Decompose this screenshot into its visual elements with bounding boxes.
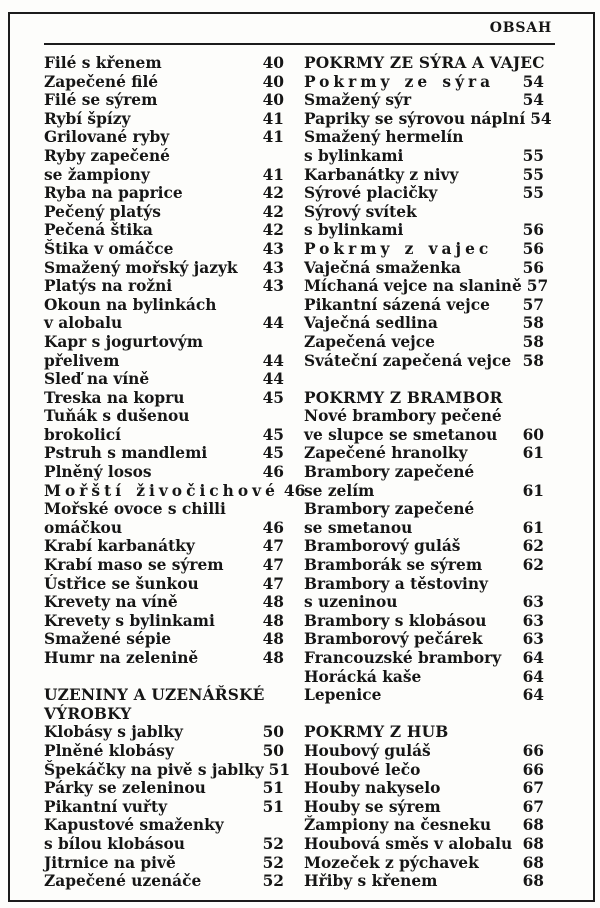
- toc-entry-title: Brambory s klobásou: [304, 611, 487, 630]
- toc-row: [304, 184, 544, 203]
- toc-row: [44, 798, 284, 817]
- toc-entry-title: Mozeček z pýchavek: [304, 853, 479, 872]
- toc-entry-page-number: 50: [262, 741, 284, 760]
- toc-row: [44, 760, 291, 780]
- toc-entry-page-number: 63: [522, 593, 544, 612]
- toc-entry-page-number: 45: [262, 444, 284, 463]
- toc-entry-title: Krevety na víně: [44, 593, 178, 612]
- toc-row: [44, 166, 284, 185]
- toc-entry-page-number: 66: [522, 760, 544, 779]
- toc-entry-title: v alobalu: [44, 314, 123, 333]
- toc-entry-title: Treska na kopru: [44, 388, 185, 407]
- toc-entry-title: Krabí maso se sýrem: [44, 556, 224, 575]
- toc-row: [304, 519, 544, 538]
- toc-entry-title: Klobásy s jablky: [44, 723, 183, 742]
- toc-row: [44, 481, 306, 501]
- toc-entry-page-number: 52: [262, 872, 284, 891]
- toc-row: [304, 761, 544, 780]
- toc-entry-title: Sýrový svítek: [304, 202, 417, 221]
- toc-row: [44, 872, 284, 891]
- toc-entry-page-number: 57: [522, 295, 544, 314]
- toc-entry-page-number: 47: [262, 556, 284, 575]
- toc-entry-title: Houby nakyselo: [304, 779, 441, 798]
- toc-entry-title: Pikantní sázená vejce: [304, 295, 490, 314]
- toc-row: [44, 556, 284, 575]
- toc-entry-title: Mořští živočichové: [44, 481, 279, 500]
- toc-row: [304, 147, 544, 166]
- toc-row: [44, 444, 284, 463]
- toc-entry-title: Pikantní vuřty: [44, 797, 168, 816]
- header-rule: [44, 43, 555, 45]
- toc-entry-page-number: 51: [262, 797, 284, 816]
- toc-row: [304, 407, 544, 426]
- toc-row: [304, 816, 544, 835]
- toc-entry-title: Bramborový pečárek: [304, 630, 483, 649]
- toc-row: [44, 73, 284, 92]
- toc-row: [44, 463, 284, 482]
- toc-entry-title: Houbový guláš: [304, 741, 431, 760]
- toc-entry-title: Bramborák se sýrem: [304, 556, 483, 575]
- toc-entry-page-number: 64: [522, 667, 544, 686]
- toc-row: [304, 166, 544, 185]
- toc-row: [44, 203, 284, 222]
- toc-entry-title: Pokrmy ze sýra: [304, 72, 495, 91]
- toc-row: [44, 723, 284, 742]
- toc-entry-title: POKRMY Z BRAMBOR: [304, 388, 503, 407]
- toc-row: [304, 537, 544, 556]
- toc-entry-title: Karbanátky z nivy: [304, 165, 459, 184]
- toc-entry-title: Houbová směs v alobalu: [304, 834, 513, 853]
- toc-entry-page-number: 41: [262, 128, 284, 147]
- toc-row: [44, 500, 284, 519]
- toc-entry-title: Brambory a těstoviny: [304, 574, 489, 593]
- toc-row: [304, 686, 544, 705]
- toc-entry-title: brokolicí: [44, 425, 121, 444]
- toc-entry-page-number: 45: [262, 388, 284, 407]
- toc-entry-title: Brambory zapečené: [304, 500, 475, 519]
- toc-entry-page-number: 44: [262, 314, 284, 333]
- toc-row: [304, 742, 544, 761]
- toc-entry-page-number: 44: [262, 370, 284, 389]
- toc-column-right: [304, 54, 552, 891]
- toc-entry-page-number: 63: [522, 630, 544, 649]
- toc-entry-page-number: 67: [522, 779, 544, 798]
- toc-entry-title: omáčkou: [44, 518, 123, 537]
- toc-row: [304, 779, 544, 798]
- toc-row: [44, 407, 284, 426]
- toc-entry-title: Zapečené uzenáče: [44, 872, 202, 891]
- toc-entry-page-number: 51: [262, 779, 284, 798]
- toc-row: [304, 277, 549, 296]
- toc-entry-page-number: 56: [522, 258, 544, 277]
- toc-row: [304, 872, 544, 891]
- toc-entry-page-number: 61: [522, 444, 544, 463]
- toc-row: [44, 221, 284, 240]
- toc-entry-title: Zapečené hranolky: [304, 444, 468, 463]
- toc-entry-page-number: 52: [262, 853, 284, 872]
- toc-row: [44, 575, 284, 594]
- toc-entry-title: Nové brambory pečené: [304, 407, 502, 426]
- toc-row: [304, 649, 544, 668]
- toc-row: [44, 259, 284, 278]
- toc-entry-page-number: 54: [522, 91, 544, 110]
- toc-entry-page-number: 56: [522, 221, 544, 240]
- toc-entry-page-number: 43: [262, 239, 284, 258]
- toc-row: [304, 128, 544, 147]
- toc-entry-title: VÝROBKY: [44, 704, 132, 723]
- toc-entry-title: Jitrnice na pivě: [44, 853, 176, 872]
- toc-entry-title: Horácká kaše: [304, 667, 422, 686]
- toc-entry-page-number: 62: [522, 537, 544, 556]
- toc-row: [304, 575, 544, 594]
- toc-entry-title: se smetanou: [304, 518, 413, 537]
- toc-entry-page-number: 68: [522, 834, 544, 853]
- toc-row: [304, 240, 544, 259]
- toc-entry-title: Houbové lečo: [304, 760, 421, 779]
- toc-row: [44, 816, 284, 835]
- toc-entry-title: Ústřice se šunkou: [44, 574, 199, 593]
- toc-entry-page-number: 48: [262, 649, 284, 667]
- toc-entry-title: Žampiony na česneku: [304, 816, 492, 835]
- toc-entry-page-number: 64: [522, 649, 544, 667]
- toc-entry-title: Sleď na víně: [44, 370, 150, 389]
- toc-entry-page-number: 68: [522, 816, 544, 835]
- toc-entry-title: Grilované ryby: [44, 128, 170, 147]
- toc-entry-title: Kapr s jogurtovým: [44, 332, 204, 351]
- toc-entry-title: POKRMY ZE SÝRA A VAJEC: [304, 54, 545, 72]
- toc-row: [304, 463, 544, 482]
- toc-entry-page-number: 52: [262, 834, 284, 853]
- toc-entry-page-number: 40: [262, 91, 284, 110]
- toc-entry-title: Filé s křenem: [44, 54, 162, 72]
- toc-row: [304, 593, 544, 612]
- toc-entry-page-number: 55: [522, 146, 544, 165]
- toc-row: [304, 333, 544, 352]
- toc-entry-title: Pstruh s mandlemi: [44, 444, 208, 463]
- toc-entry-page-number: 48: [262, 630, 284, 649]
- toc-row: [304, 73, 544, 92]
- toc-row: [44, 314, 284, 333]
- page-header-label: OBSAH: [489, 20, 552, 36]
- toc-entry-title: Humr na zelenině: [44, 649, 199, 667]
- toc-row: [304, 444, 544, 463]
- toc-entry-page-number: 62: [522, 556, 544, 575]
- toc-section-header-row: [304, 389, 544, 408]
- page-header: [44, 20, 555, 36]
- toc-entry-page-number: 64: [522, 686, 544, 705]
- toc-entry-title: Pokrmy z vajec: [304, 239, 493, 258]
- toc-entry-title: Zapečené filé: [44, 72, 159, 91]
- toc-entry-page-number: 54: [522, 72, 544, 91]
- toc-entry-page-number: 60: [522, 425, 544, 444]
- toc-section-header-row: [44, 686, 284, 705]
- toc-entry-title: Špekáčky na pivě s jablky: [44, 760, 264, 779]
- toc-entry-title: Vaječná sedlina: [304, 314, 438, 333]
- toc-row: [44, 612, 284, 631]
- toc-row: [44, 593, 284, 612]
- toc-entry-title: Ryba na paprice: [44, 184, 183, 203]
- toc-section-header-row: [304, 54, 544, 73]
- toc-row: [44, 240, 284, 259]
- toc-entry-page-number: 40: [262, 54, 284, 72]
- toc-entry-title: s bylinkami: [304, 146, 404, 165]
- toc-entry-page-number: 55: [522, 165, 544, 184]
- toc-row: [304, 556, 544, 575]
- toc-entry-page-number: 48: [262, 593, 284, 612]
- toc-row: [44, 370, 284, 389]
- toc-entry-title: s bylinkami: [304, 221, 404, 240]
- toc-row: [304, 203, 544, 222]
- toc-entry-page-number: 51: [268, 760, 291, 779]
- toc-row: [304, 352, 544, 371]
- toc-entry-title: Platýs na rožni: [44, 277, 173, 296]
- toc-entry-page-number: 46: [262, 518, 284, 537]
- toc-entry-title: se zelím: [304, 481, 375, 500]
- toc-column-left: [44, 54, 306, 891]
- toc-entry-title: Bramborový guláš: [304, 537, 461, 556]
- toc-entry-title: Vaječná smaženka: [304, 258, 462, 277]
- toc-entry-title: Papriky se sýrovou náplní: [304, 109, 526, 128]
- toc-entry-title: Okoun na bylinkách: [44, 295, 217, 314]
- toc-entry-title: ve slupce se smetanou: [304, 425, 498, 444]
- toc-entry-page-number: 66: [522, 741, 544, 760]
- toc-entry-page-number: 63: [522, 611, 544, 630]
- toc-entry-page-number: 58: [522, 332, 544, 351]
- toc-entry-page-number: 61: [522, 481, 544, 500]
- toc-entry-page-number: 50: [262, 723, 284, 742]
- toc-entry-title: Smažený sýr: [304, 91, 412, 110]
- toc-entry-title: s uzeninou: [304, 593, 398, 612]
- toc-entry-page-number: 68: [522, 853, 544, 872]
- toc-entry-page-number: 40: [262, 72, 284, 91]
- toc-row: [44, 779, 284, 798]
- toc-entry-page-number: 48: [262, 611, 284, 630]
- toc-row: [44, 537, 284, 556]
- toc-row: [44, 668, 284, 687]
- toc-entry-page-number: 57: [526, 277, 549, 296]
- toc-row: [44, 835, 284, 854]
- toc-row: [44, 296, 284, 315]
- toc-row: [304, 296, 544, 315]
- toc-row: [304, 854, 544, 873]
- toc-entry-page-number: 44: [262, 351, 284, 370]
- toc-row: [304, 91, 544, 110]
- toc-row: [304, 109, 552, 129]
- toc-row: [304, 835, 544, 854]
- toc-row: [44, 426, 284, 445]
- toc-entry-page-number: 43: [262, 277, 284, 296]
- toc-entry-title: Kapustové smaženky: [44, 816, 224, 835]
- toc-row: [304, 668, 544, 687]
- toc-entry-page-number: 54: [530, 109, 552, 128]
- toc-row: [304, 221, 544, 240]
- toc-entry-title: Párky se zeleninou: [44, 779, 206, 798]
- toc-entry-title: Sváteční zapečená vejce: [304, 351, 512, 370]
- toc-entry-title: Plněný losos: [44, 463, 152, 482]
- toc-entry-title: Lepenice: [304, 686, 382, 705]
- toc-section-header-row: [44, 705, 284, 724]
- toc-row: [304, 500, 544, 519]
- toc-row: [44, 184, 284, 203]
- toc-entry-title: Tuňák s dušenou: [44, 407, 190, 426]
- toc-entry-title: Filé se sýrem: [44, 91, 158, 110]
- toc-entry-page-number: 61: [522, 518, 544, 537]
- toc-row: [44, 333, 284, 352]
- toc-row: [44, 128, 284, 147]
- toc-entry-page-number: 41: [262, 165, 284, 184]
- toc-entry-title: se žampiony: [44, 165, 150, 184]
- toc-row: [44, 110, 284, 129]
- toc-entry-page-number: 45: [262, 425, 284, 444]
- toc-entry-page-number: 47: [262, 574, 284, 593]
- toc-entry-title: Smažený mořský jazyk: [44, 258, 238, 277]
- toc-row: [304, 426, 544, 445]
- toc-entry-page-number: 42: [262, 221, 284, 240]
- toc-entry-title: Pečená štika: [44, 221, 153, 240]
- toc-entry-page-number: 58: [522, 314, 544, 333]
- toc-row: [304, 612, 544, 631]
- toc-entry-title: Rybí špízy: [44, 109, 131, 128]
- toc-row: [44, 91, 284, 110]
- toc-row: [44, 649, 284, 668]
- toc-entry-title: Zapečená vejce: [304, 332, 435, 351]
- toc-entry-title: UZENINY A UZENÁŘSKÉ: [44, 686, 265, 705]
- toc-entry-page-number: 58: [522, 351, 544, 370]
- toc-row: [304, 259, 544, 278]
- toc-entry-title: Hřiby s křenem: [304, 872, 438, 891]
- toc-entry-page-number: 41: [262, 109, 284, 128]
- toc-entry-title: Pečený platýs: [44, 202, 161, 221]
- toc-row: [304, 370, 544, 389]
- toc-entry-title: Houby se sýrem: [304, 797, 441, 816]
- toc-entry-title: Sýrové placičky: [304, 184, 438, 203]
- toc-section-header-row: [304, 723, 544, 742]
- toc-columns: [44, 54, 555, 891]
- toc-row: [304, 482, 544, 501]
- toc-entry-title: Plněné klobásy: [44, 741, 174, 760]
- toc-row: [304, 630, 544, 649]
- toc-entry-title: Ryby zapečené: [44, 146, 170, 165]
- toc-page: [44, 20, 555, 891]
- toc-entry-title: Štika v omáčce: [44, 239, 174, 258]
- toc-entry-page-number: 43: [262, 258, 284, 277]
- toc-entry-page-number: 42: [262, 202, 284, 221]
- toc-row: [44, 519, 284, 538]
- toc-row: [304, 705, 544, 724]
- toc-entry-page-number: 46: [283, 481, 306, 500]
- toc-entry-title: Mořské ovoce s chilli: [44, 500, 226, 519]
- toc-entry-page-number: 42: [262, 184, 284, 203]
- toc-entry-page-number: 55: [522, 184, 544, 203]
- toc-entry-title: POKRMY Z HUB: [304, 723, 449, 742]
- toc-entry-page-number: 46: [262, 463, 284, 482]
- toc-entry-page-number: 67: [522, 797, 544, 816]
- toc-row: [44, 277, 284, 296]
- toc-entry-title: Brambory zapečené: [304, 463, 475, 482]
- toc-row: [304, 314, 544, 333]
- toc-entry-title: Míchaná vejce na slanině: [304, 277, 522, 296]
- toc-entry-page-number: 56: [522, 239, 544, 258]
- toc-row: [44, 630, 284, 649]
- toc-entry-page-number: 47: [262, 537, 284, 556]
- toc-row: [44, 854, 284, 873]
- toc-entry-title: Krabí karbanátky: [44, 537, 195, 556]
- toc-entry-title: s bílou klobásou: [44, 834, 185, 853]
- toc-entry-title: Smažený hermelín: [304, 128, 464, 147]
- toc-row: [44, 54, 284, 73]
- toc-row: [44, 352, 284, 371]
- toc-row: [44, 742, 284, 761]
- toc-entry-title: Francouzské brambory: [304, 649, 502, 667]
- toc-row: [304, 798, 544, 817]
- toc-entry-page-number: 68: [522, 872, 544, 891]
- toc-row: [44, 389, 284, 408]
- toc-entry-title: Krevety s bylinkami: [44, 611, 215, 630]
- toc-entry-title: přelivem: [44, 351, 120, 370]
- toc-row: [44, 147, 284, 166]
- toc-entry-title: Smažené sépie: [44, 630, 172, 649]
